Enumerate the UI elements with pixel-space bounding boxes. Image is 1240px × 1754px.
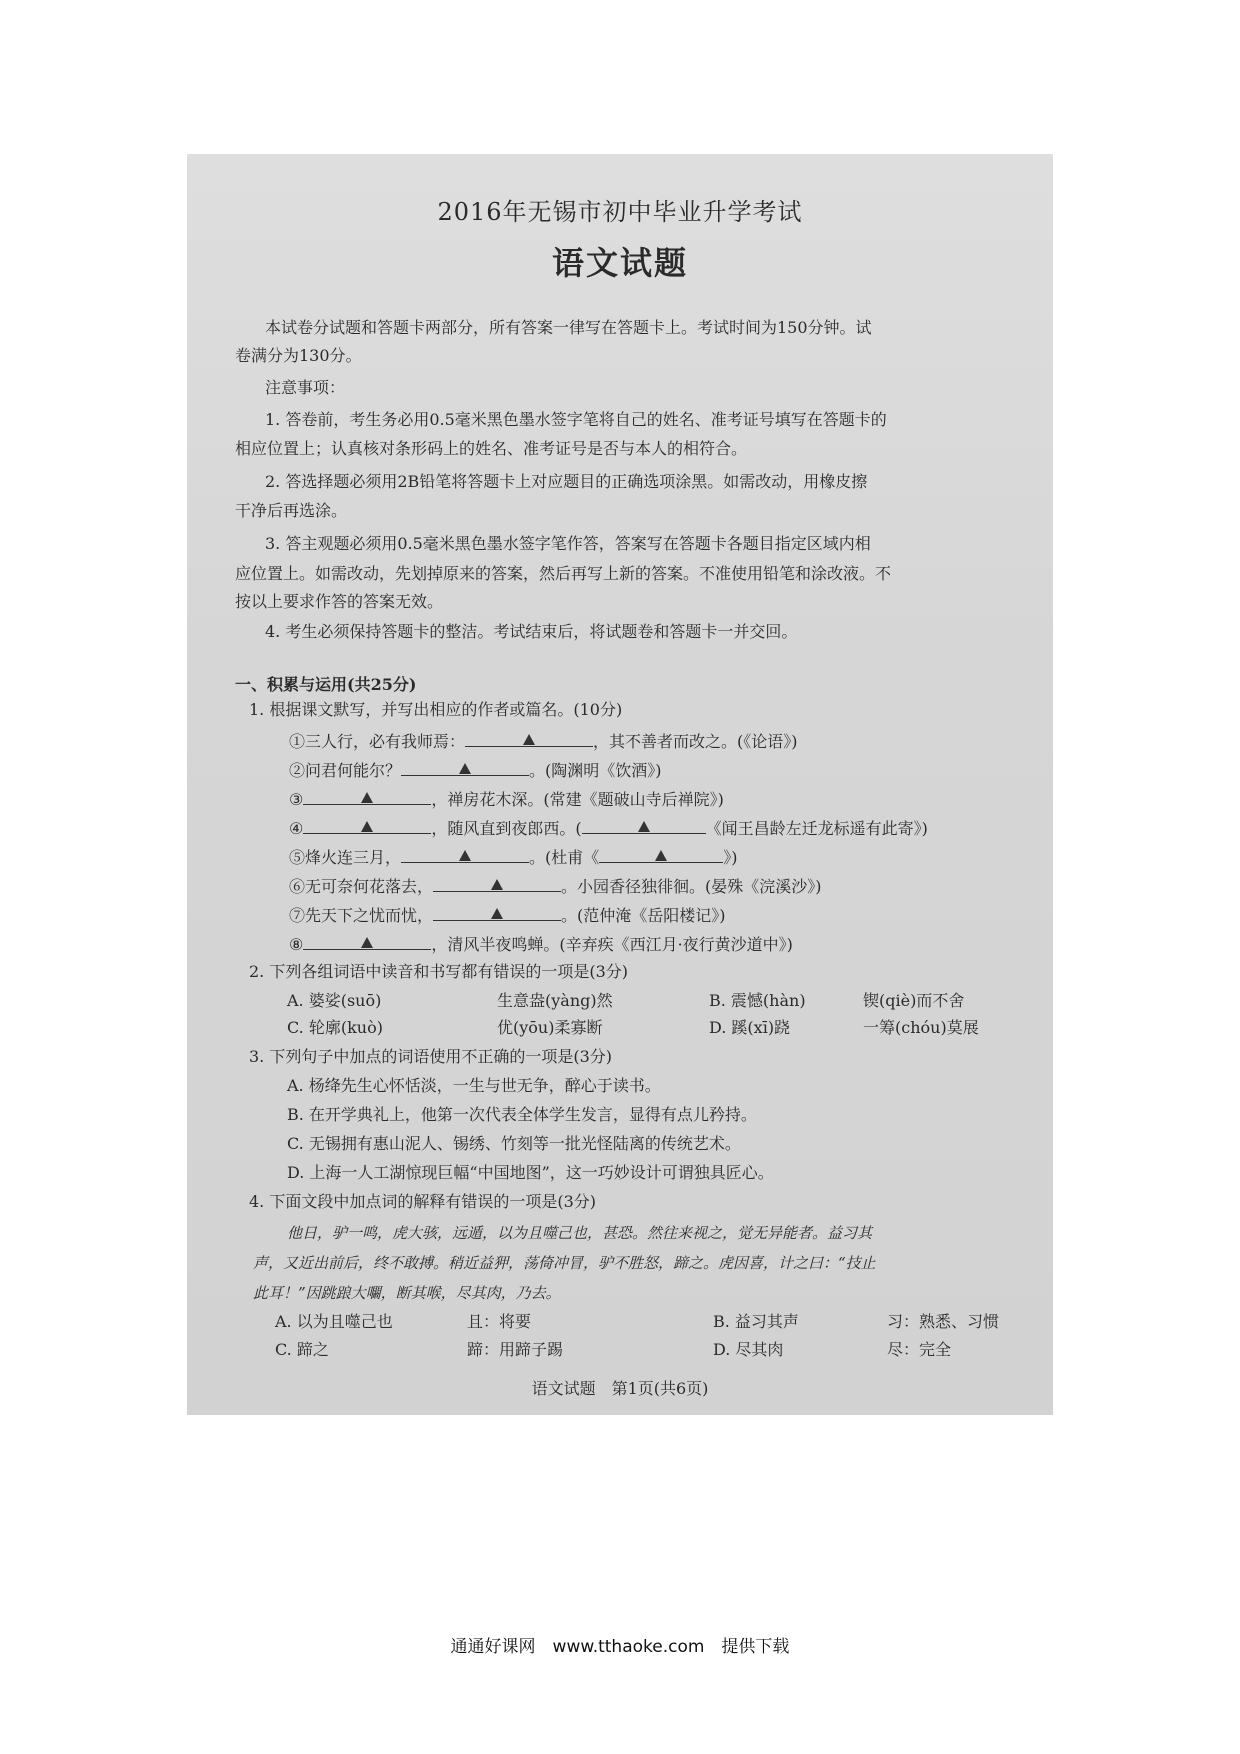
note-line: 4. 考生必须保持答题卡的整洁。考试结束后，将试题卷和答题卡一并交回。 xyxy=(265,622,798,641)
triangle-marker-icon xyxy=(638,821,650,832)
exam-title: 2016年无锡市初中毕业升学考试 xyxy=(437,198,803,226)
answer-blank xyxy=(599,846,723,863)
exam-paper-photo xyxy=(187,154,1053,1415)
fill-blank-item: ⑥无可奈何花落去， 。小园香径独徘徊。(晏殊《浣溪沙》) xyxy=(289,877,822,896)
fill-blank-item: ③ ，禅房花木深。(常建《题破山寺后禅院》) xyxy=(289,790,724,809)
intro-line: 卷满分为130分。 xyxy=(235,346,362,365)
note-line: 2. 答选择题必须用2B铅笔将答题卡上对应题目的正确选项涂黑。如需改动，用橡皮擦 xyxy=(265,472,868,491)
option-text: 一筹(chóu)莫展 xyxy=(863,1018,979,1037)
option-text: B. 在开学典礼上，他第一次代表全体学生发言，显得有点儿矜持。 xyxy=(287,1105,757,1124)
answer-blank xyxy=(401,846,529,863)
fill-blank-item: ①三人行，必有我师焉： ，其不善者而改之。(《论语》) xyxy=(289,732,798,751)
answer-blank xyxy=(582,817,706,834)
note-line: 3. 答主观题必须用0.5毫米黑色墨水签字笔作答，答案写在答题卡各题目指定区域内相 xyxy=(265,534,871,553)
passage-line: 他日，驴一鸣，虎大骇，远遁，以为且噬己也，甚恐。然往来视之，觉无异能者。益习其 xyxy=(287,1224,873,1242)
option-text: D. 蹊(xī)跷 xyxy=(709,1018,791,1037)
triangle-marker-icon xyxy=(361,937,373,948)
question-stem: 4. 下面文段中加点词的解释有错误的一项是(3分) xyxy=(249,1192,597,1211)
passage-line: 此耳！”因跳踉大㘚，断其喉，尽其肉，乃去。 xyxy=(253,1284,561,1302)
triangle-marker-icon xyxy=(361,792,373,803)
option-text: A. 婆娑(suō) xyxy=(287,991,382,1010)
option-text: D. 尽其肉 xyxy=(713,1340,784,1359)
triangle-marker-icon xyxy=(491,879,503,890)
fill-blank-item: ⑤烽火连三月， 。(杜甫《 》) xyxy=(289,848,738,867)
option-text: B. 益习其声 xyxy=(713,1312,799,1331)
fill-blank-item: ⑧ ，清风半夜鸣蝉。(辛弃疾《西江月·夜行黄沙道中》) xyxy=(289,935,793,954)
option-text: C. 轮廓(kuò) xyxy=(287,1018,383,1037)
note-line: 应位置上。如需改动，先划掉原来的答案，然后再写上新的答案。不准使用铅笔和涂改液。不 xyxy=(235,564,892,583)
triangle-marker-icon xyxy=(655,850,667,861)
note-line: 按以上要求作答的答案无效。 xyxy=(235,592,444,611)
option-text: B. 震憾(hàn) xyxy=(709,991,806,1010)
fill-blank-item: ④ ，随风直到夜郎西。( 《闻王昌龄左迁龙标遥有此寄》) xyxy=(289,819,928,838)
option-text: C. 蹄之 xyxy=(275,1340,329,1359)
page-number: 语文试题 第1页(共6页) xyxy=(531,1379,709,1398)
option-text: 习：熟悉、习惯 xyxy=(887,1312,1000,1331)
note-line: 1. 答卷前，考生务必用0.5毫米黑色墨水签字笔将自己的姓名、准考证号填写在答题卡的 xyxy=(265,410,887,429)
notice-label: 注意事项： xyxy=(265,378,346,397)
triangle-marker-icon xyxy=(523,734,535,745)
answer-blank xyxy=(401,759,529,776)
option-text: 优(yōu)柔寡断 xyxy=(497,1018,603,1037)
option-text: 蹄：用蹄子踢 xyxy=(467,1340,564,1359)
question-stem: 3. 下列句子中加点的词语使用不正确的一项是(3分) xyxy=(249,1047,613,1066)
passage-line: 声，又近出前后，终不敢搏。稍近益狎，荡倚冲冒，驴不胜怒，蹄之。虎因喜，计之曰：“技止 xyxy=(253,1254,876,1272)
triangle-marker-icon xyxy=(459,850,471,861)
option-text: 锲(qiè)而不舍 xyxy=(863,991,965,1010)
triangle-marker-icon xyxy=(491,908,503,919)
option-text: A. 以为且噬己也 xyxy=(275,1312,393,1331)
source-attribution: 通通好课网 www.tthaoke.com 提供下载 xyxy=(450,1637,790,1657)
exam-subtitle: 语文试题 xyxy=(551,244,688,282)
option-text: 且：将要 xyxy=(467,1312,532,1331)
fill-blank-item: ②问君何能尔？ 。(陶渊明《饮酒》) xyxy=(289,761,662,780)
question-stem: 1. 根据课文默写，并写出相应的作者或篇名。(10分) xyxy=(249,700,623,719)
option-text: A. 杨绛先生心怀恬淡，一生与世无争，醉心于读书。 xyxy=(287,1076,661,1095)
answer-blank xyxy=(465,730,593,747)
answer-blank xyxy=(433,875,561,892)
note-line: 干净后再选涂。 xyxy=(235,501,348,520)
answer-blank xyxy=(303,933,431,950)
intro-line: 本试卷分试题和答题卡两部分，所有答案一律写在答题卡上。考试时间为150分钟。试 xyxy=(265,318,872,337)
option-text: 生意盎(yàng)然 xyxy=(497,991,613,1010)
answer-blank xyxy=(433,904,561,921)
triangle-marker-icon xyxy=(459,763,471,774)
option-text: 尽：完全 xyxy=(887,1340,952,1359)
question-stem: 2. 下列各组词语中读音和书写都有错误的一项是(3分) xyxy=(249,962,629,981)
option-text: D. 上海一人工湖惊现巨幅“中国地图”，这一巧妙设计可谓独具匠心。 xyxy=(287,1163,774,1182)
answer-blank xyxy=(303,788,431,805)
answer-blank xyxy=(303,817,431,834)
section-heading: 一、积累与运用(共25分) xyxy=(235,675,417,694)
option-text: C. 无锡拥有惠山泥人、锡绣、竹刻等一批光怪陆离的传统艺术。 xyxy=(287,1134,741,1153)
triangle-marker-icon xyxy=(361,821,373,832)
fill-blank-item: ⑦先天下之忧而忧， 。(范仲淹《岳阳楼记》) xyxy=(289,906,726,925)
note-line: 相应位置上；认真核对条形码上的姓名、准考证号是否与本人的相符合。 xyxy=(235,439,748,458)
